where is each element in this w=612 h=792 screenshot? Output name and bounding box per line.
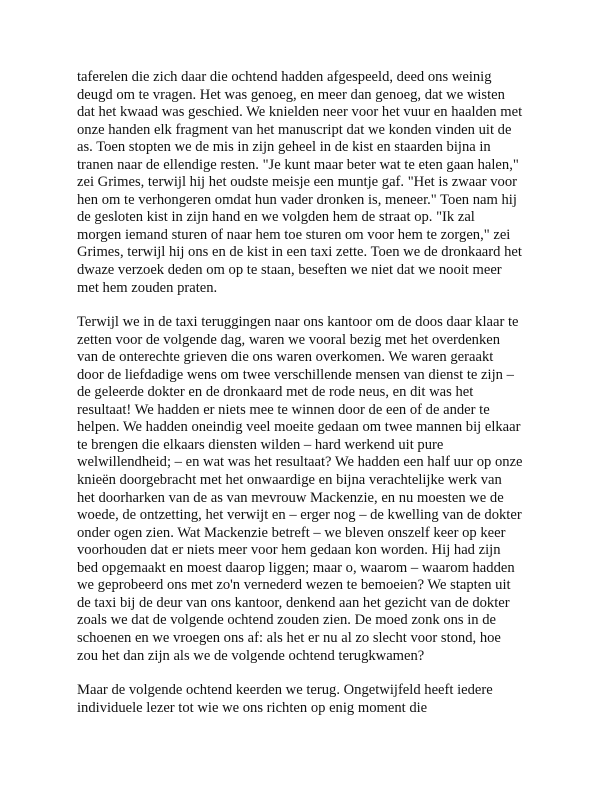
text-line: as. Toen stopten we de mis in zijn geheel in de kist en staarden bijna in — [77, 139, 491, 156]
text-line: Grimes, terwijl hij ons en de kist in een taxi zette. Toen we de dronkaard het — [77, 244, 522, 261]
text-line: taferelen die zich daar die ochtend hadden afgespeeld, deed ons weinig — [77, 69, 492, 85]
text-line: morgen iemand sturen of naar hem toe sturen om voor hem te zorgen," zei — [77, 226, 511, 243]
text-line: de geleerde dokter en de dronkaard met de rode neus, en dit was het — [77, 384, 474, 401]
text-line: we geprobeerd ons met zo'n vernederd wezen te bemoeien? We stapten uit — [77, 577, 511, 594]
text-line: individuele lezer tot wie we ons richten op enig moment die — [77, 699, 428, 716]
text-line: de taxi bij de deur van ons kantoor, denkend aan het gezicht van de dokter — [77, 594, 510, 611]
text-line: de gesloten kist in zijn hand en we volgden hem de straat op. "Ik zal — [77, 209, 475, 226]
text-line: zetten voor de volgende dag, waren we vooral bezig met het overdenken — [77, 331, 501, 348]
paragraph-3 — [77, 682, 547, 717]
text-line: onze handen elk fragment van het manuscript dat we konden vinden uit de — [77, 121, 512, 138]
text-line: tranen naar de ellendige resten. "Je kunt maar beter wat te eten gaan halen," — [77, 156, 519, 173]
text-line: schoenen en we vroegen ons af: als het er nu al zo slecht voor stond, hoe — [77, 629, 501, 646]
paragraph-2 — [77, 314, 547, 665]
text-line: welwillendheid; – en wat was het resultaat? We hadden een half uur op onze — [77, 454, 523, 471]
text-line: te brengen die elkaars diensten wilden – hard werkend uit pure — [77, 436, 444, 453]
text-line: zei Grimes, terwijl hij het oudste meisje een muntje gaf. "Het is zwaar voor — [77, 174, 517, 191]
text-line: Maar de volgende ochtend keerden we terug. Ongetwijfeld heeft iedere — [77, 682, 493, 699]
text-line: knieën doorgebracht met het onwaardige en bijna verachtelijke werk van — [77, 472, 502, 489]
text-line: zou het dan zijn als we de volgende ochtend terugkwamen? — [77, 647, 425, 664]
text-line: woede, de ontzetting, het verwijt en – erger nog – de kwelling van de dokter — [77, 507, 522, 524]
text-line: Terwijl we in de taxi teruggingen naar ons kantoor om de doos daar klaar te — [77, 314, 519, 331]
text-line: hen om te verhongeren omdat hun vader dronken is, meneer." Toen nam hij — [77, 191, 517, 208]
text-line: dat het kwaad was geschied. We knielden neer voor het vuur en haalden met — [77, 104, 523, 121]
text-line: onder ogen zien. Wat Mackenzie betreft – we bleven onszelf keer op keer — [77, 524, 506, 541]
text-line: van de onterechte grieven die ons waren overkomen. We waren geraakt — [77, 349, 494, 366]
text-line: dwaze verzoek deden om op te staan, beseften we niet dat we nooit meer — [77, 262, 502, 279]
text-line: het doorharken van de as van mevrouw Mackenzie, en nu moesten we de — [77, 489, 504, 506]
text-line: zoals we dat de volgende ochtend zouden zien. De moed zonk ons in de — [77, 612, 497, 629]
document-page — [77, 69, 547, 734]
text-line: deugd om te vragen. Het was genoeg, en meer dan genoeg, dat we wisten — [77, 86, 505, 103]
text-line: bed opgemaakt en moest daarop liggen; maar o, waarom – waarom hadden — [77, 559, 515, 576]
text-line: voorhouden dat er niets meer voor hem gedaan kon worden. Hij had zijn — [77, 542, 501, 559]
text-line: resultaat! We hadden er niets mee te winnen door de een of de ander te — [77, 401, 490, 418]
text-line: door de liefdadige wens om twee verschillende mensen van dienst te zijn – — [77, 366, 514, 383]
text-line: helpen. We hadden oneindig veel moeite gedaan om twee mannen bij elkaar — [77, 419, 521, 436]
text-line: met hem zouden praten. — [77, 279, 218, 296]
paragraph-1 — [77, 69, 547, 297]
